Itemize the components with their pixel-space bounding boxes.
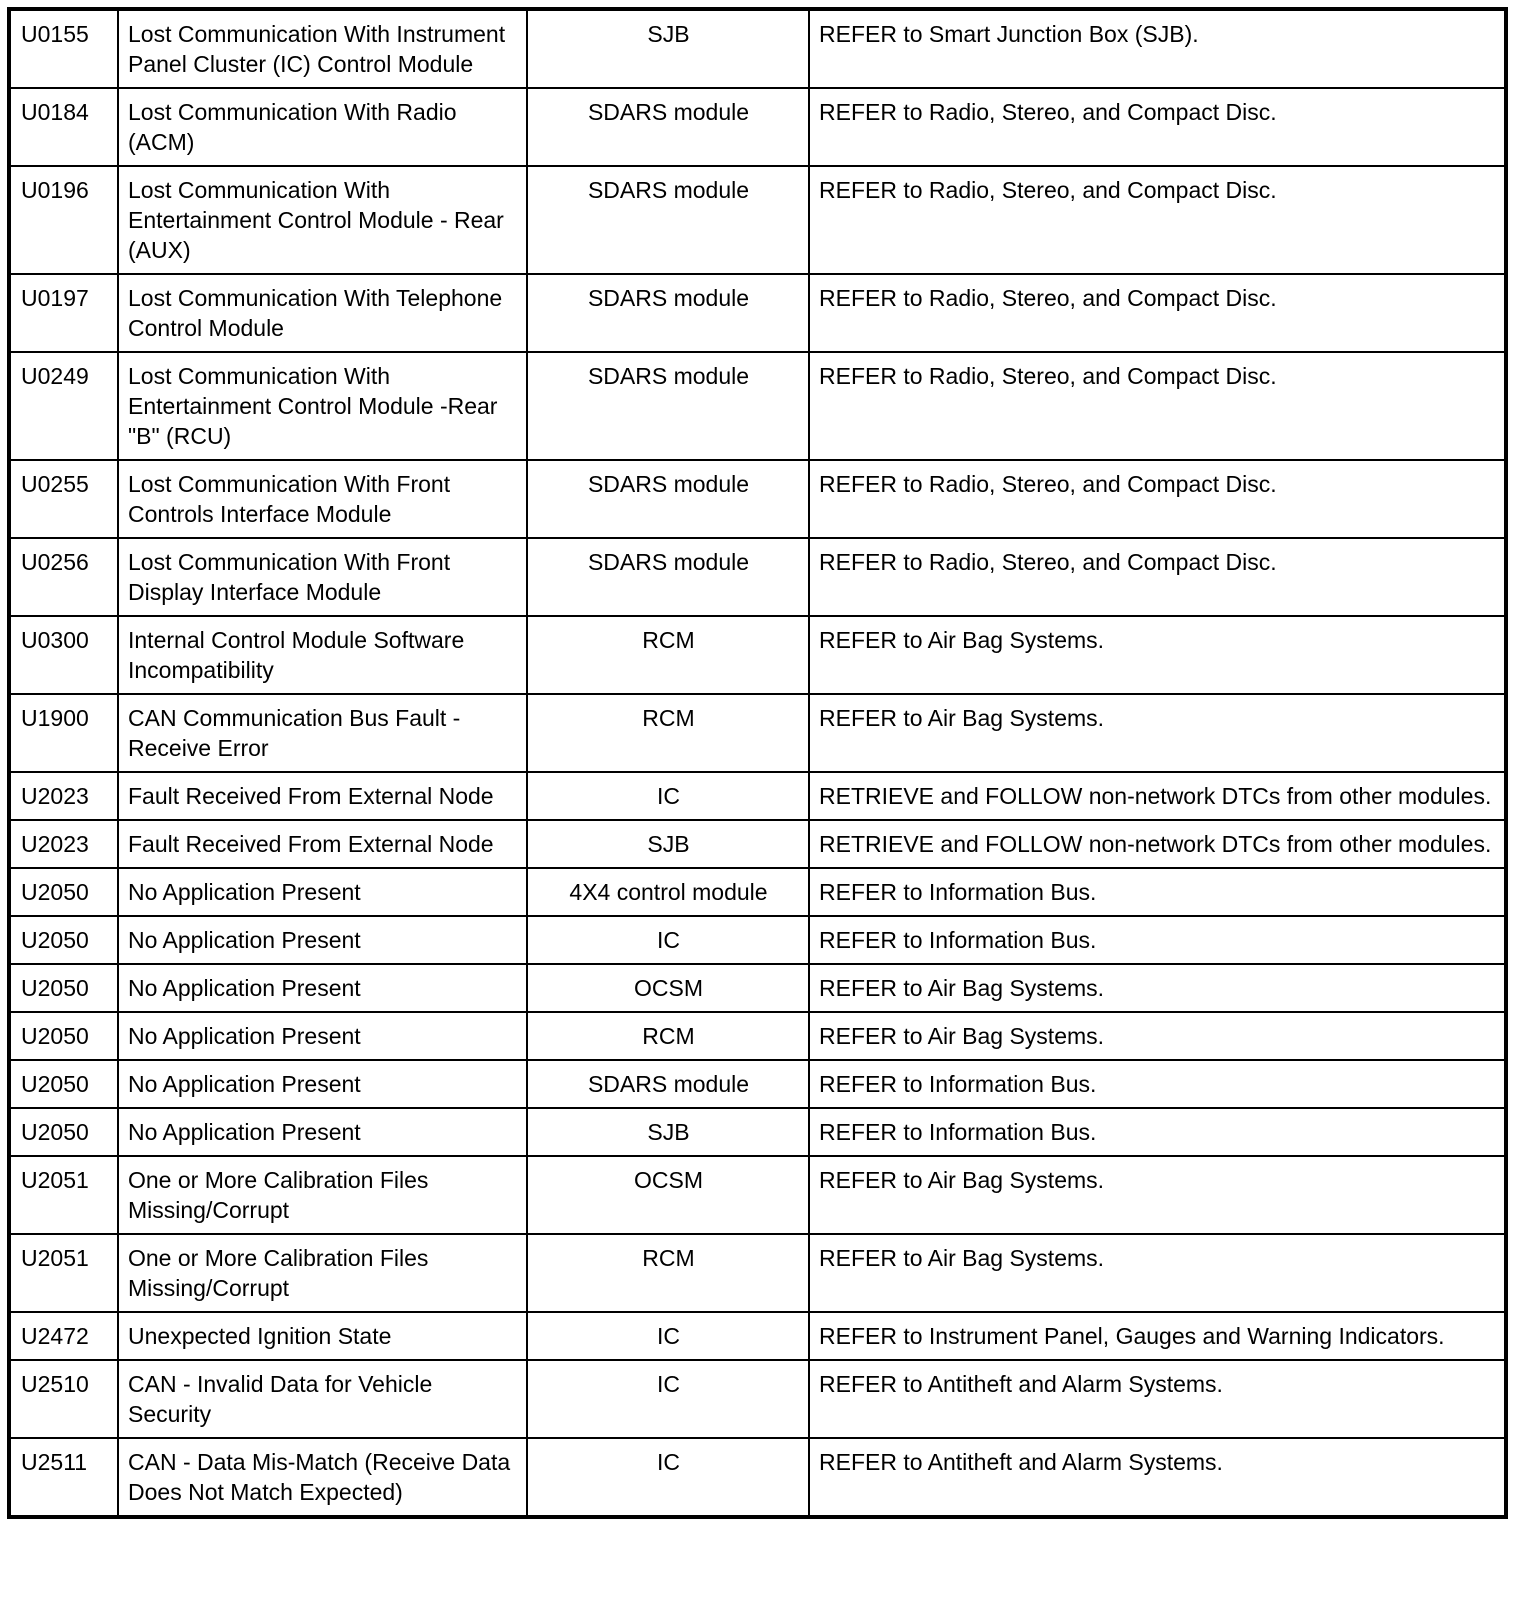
table-row [9, 916, 1506, 964]
module-cell: IC [527, 772, 809, 820]
table-row [9, 1012, 1506, 1060]
description-cell: No Application Present [118, 868, 527, 916]
action-cell: REFER to Air Bag Systems. [809, 964, 1506, 1012]
action-cell: REFER to Antitheft and Alarm Systems. [809, 1360, 1506, 1438]
table-row [9, 1438, 1506, 1517]
action-cell: REFER to Information Bus. [809, 868, 1506, 916]
module-cell: SDARS module [527, 274, 809, 352]
table-row [9, 352, 1506, 460]
module-cell: OCSM [527, 964, 809, 1012]
table-row [9, 1360, 1506, 1438]
table-row [9, 9, 1506, 88]
module-cell: RCM [527, 616, 809, 694]
dtc-code-cell: U1900 [9, 694, 118, 772]
module-cell: RCM [527, 694, 809, 772]
module-cell: 4X4 control module [527, 868, 809, 916]
description-cell: Lost Communication With Front Display Interface Module [118, 538, 527, 616]
module-cell: IC [527, 916, 809, 964]
dtc-code-cell: U2023 [9, 772, 118, 820]
description-cell: Fault Received From External Node [118, 772, 527, 820]
action-cell: REFER to Smart Junction Box (SJB). [809, 9, 1506, 88]
table-row [9, 1156, 1506, 1234]
dtc-code-cell: U2511 [9, 1438, 118, 1517]
table-row [9, 616, 1506, 694]
module-cell: OCSM [527, 1156, 809, 1234]
dtc-code-cell: U0256 [9, 538, 118, 616]
action-cell: REFER to Antitheft and Alarm Systems. [809, 1438, 1506, 1517]
description-cell: One or More Calibration Files Missing/Corrupt [118, 1156, 527, 1234]
action-cell: REFER to Air Bag Systems. [809, 1012, 1506, 1060]
dtc-code-cell: U0255 [9, 460, 118, 538]
description-cell: Internal Control Module Software Incompatibility [118, 616, 527, 694]
module-cell: IC [527, 1312, 809, 1360]
dtc-code-cell: U0197 [9, 274, 118, 352]
action-cell: REFER to Instrument Panel, Gauges and Warning Indicators. [809, 1312, 1506, 1360]
table-row [9, 820, 1506, 868]
dtc-code-cell: U2050 [9, 916, 118, 964]
dtc-code-cell: U2050 [9, 1060, 118, 1108]
module-cell: SDARS module [527, 352, 809, 460]
description-cell: Lost Communication With Instrument Panel Cluster (IC) Control Module [118, 9, 527, 88]
dtc-code-cell: U0196 [9, 166, 118, 274]
module-cell: SJB [527, 9, 809, 88]
dtc-code-cell: U2050 [9, 964, 118, 1012]
module-cell: IC [527, 1438, 809, 1517]
description-cell: CAN Communication Bus Fault - Receive Error [118, 694, 527, 772]
description-cell: Lost Communication With Radio (ACM) [118, 88, 527, 166]
action-cell: REFER to Radio, Stereo, and Compact Disc. [809, 538, 1506, 616]
action-cell: REFER to Information Bus. [809, 916, 1506, 964]
table-row [9, 166, 1506, 274]
description-cell: One or More Calibration Files Missing/Corrupt [118, 1234, 527, 1312]
action-cell: REFER to Radio, Stereo, and Compact Disc. [809, 166, 1506, 274]
dtc-code-cell: U2051 [9, 1156, 118, 1234]
module-cell: SDARS module [527, 88, 809, 166]
table-row [9, 964, 1506, 1012]
dtc-table [7, 7, 1508, 1519]
dtc-code-cell: U2472 [9, 1312, 118, 1360]
description-cell: Fault Received From External Node [118, 820, 527, 868]
description-cell: No Application Present [118, 1060, 527, 1108]
dtc-code-cell: U2050 [9, 1108, 118, 1156]
module-cell: SJB [527, 1108, 809, 1156]
module-cell: IC [527, 1360, 809, 1438]
dtc-code-cell: U2050 [9, 1012, 118, 1060]
dtc-code-cell: U2050 [9, 868, 118, 916]
description-cell: No Application Present [118, 964, 527, 1012]
action-cell: REFER to Radio, Stereo, and Compact Disc. [809, 274, 1506, 352]
description-cell: No Application Present [118, 916, 527, 964]
table-row [9, 538, 1506, 616]
description-cell: Lost Communication With Entertainment Control Module - Rear (AUX) [118, 166, 527, 274]
table-row [9, 1312, 1506, 1360]
action-cell: REFER to Radio, Stereo, and Compact Disc. [809, 460, 1506, 538]
action-cell: REFER to Air Bag Systems. [809, 1156, 1506, 1234]
description-cell: Lost Communication With Telephone Control Module [118, 274, 527, 352]
dtc-code-cell: U0249 [9, 352, 118, 460]
module-cell: SDARS module [527, 460, 809, 538]
module-cell: RCM [527, 1234, 809, 1312]
table-row [9, 772, 1506, 820]
action-cell: REFER to Radio, Stereo, and Compact Disc. [809, 88, 1506, 166]
action-cell: REFER to Air Bag Systems. [809, 694, 1506, 772]
action-cell: RETRIEVE and FOLLOW non-network DTCs from other modules. [809, 772, 1506, 820]
action-cell: REFER to Air Bag Systems. [809, 616, 1506, 694]
description-cell: CAN - Data Mis-Match (Receive Data Does Not Match Expected) [118, 1438, 527, 1517]
module-cell: SDARS module [527, 166, 809, 274]
action-cell: REFER to Information Bus. [809, 1108, 1506, 1156]
table-row [9, 694, 1506, 772]
module-cell: SJB [527, 820, 809, 868]
dtc-code-cell: U0184 [9, 88, 118, 166]
table-row [9, 274, 1506, 352]
dtc-table-body [9, 9, 1506, 1517]
action-cell: RETRIEVE and FOLLOW non-network DTCs from other modules. [809, 820, 1506, 868]
description-cell: No Application Present [118, 1012, 527, 1060]
table-row [9, 868, 1506, 916]
description-cell: Lost Communication With Front Controls Interface Module [118, 460, 527, 538]
table-row [9, 88, 1506, 166]
description-cell: Unexpected Ignition State [118, 1312, 527, 1360]
table-row [9, 1108, 1506, 1156]
description-cell: CAN - Invalid Data for Vehicle Security [118, 1360, 527, 1438]
action-cell: REFER to Information Bus. [809, 1060, 1506, 1108]
description-cell: Lost Communication With Entertainment Control Module -Rear "B" (RCU) [118, 352, 527, 460]
action-cell: REFER to Air Bag Systems. [809, 1234, 1506, 1312]
action-cell: REFER to Radio, Stereo, and Compact Disc. [809, 352, 1506, 460]
table-row [9, 460, 1506, 538]
module-cell: RCM [527, 1012, 809, 1060]
table-row [9, 1234, 1506, 1312]
dtc-code-cell: U0155 [9, 9, 118, 88]
dtc-code-cell: U2023 [9, 820, 118, 868]
dtc-code-cell: U2051 [9, 1234, 118, 1312]
description-cell: No Application Present [118, 1108, 527, 1156]
dtc-code-cell: U2510 [9, 1360, 118, 1438]
dtc-code-cell: U0300 [9, 616, 118, 694]
module-cell: SDARS module [527, 538, 809, 616]
table-row [9, 1060, 1506, 1108]
module-cell: SDARS module [527, 1060, 809, 1108]
